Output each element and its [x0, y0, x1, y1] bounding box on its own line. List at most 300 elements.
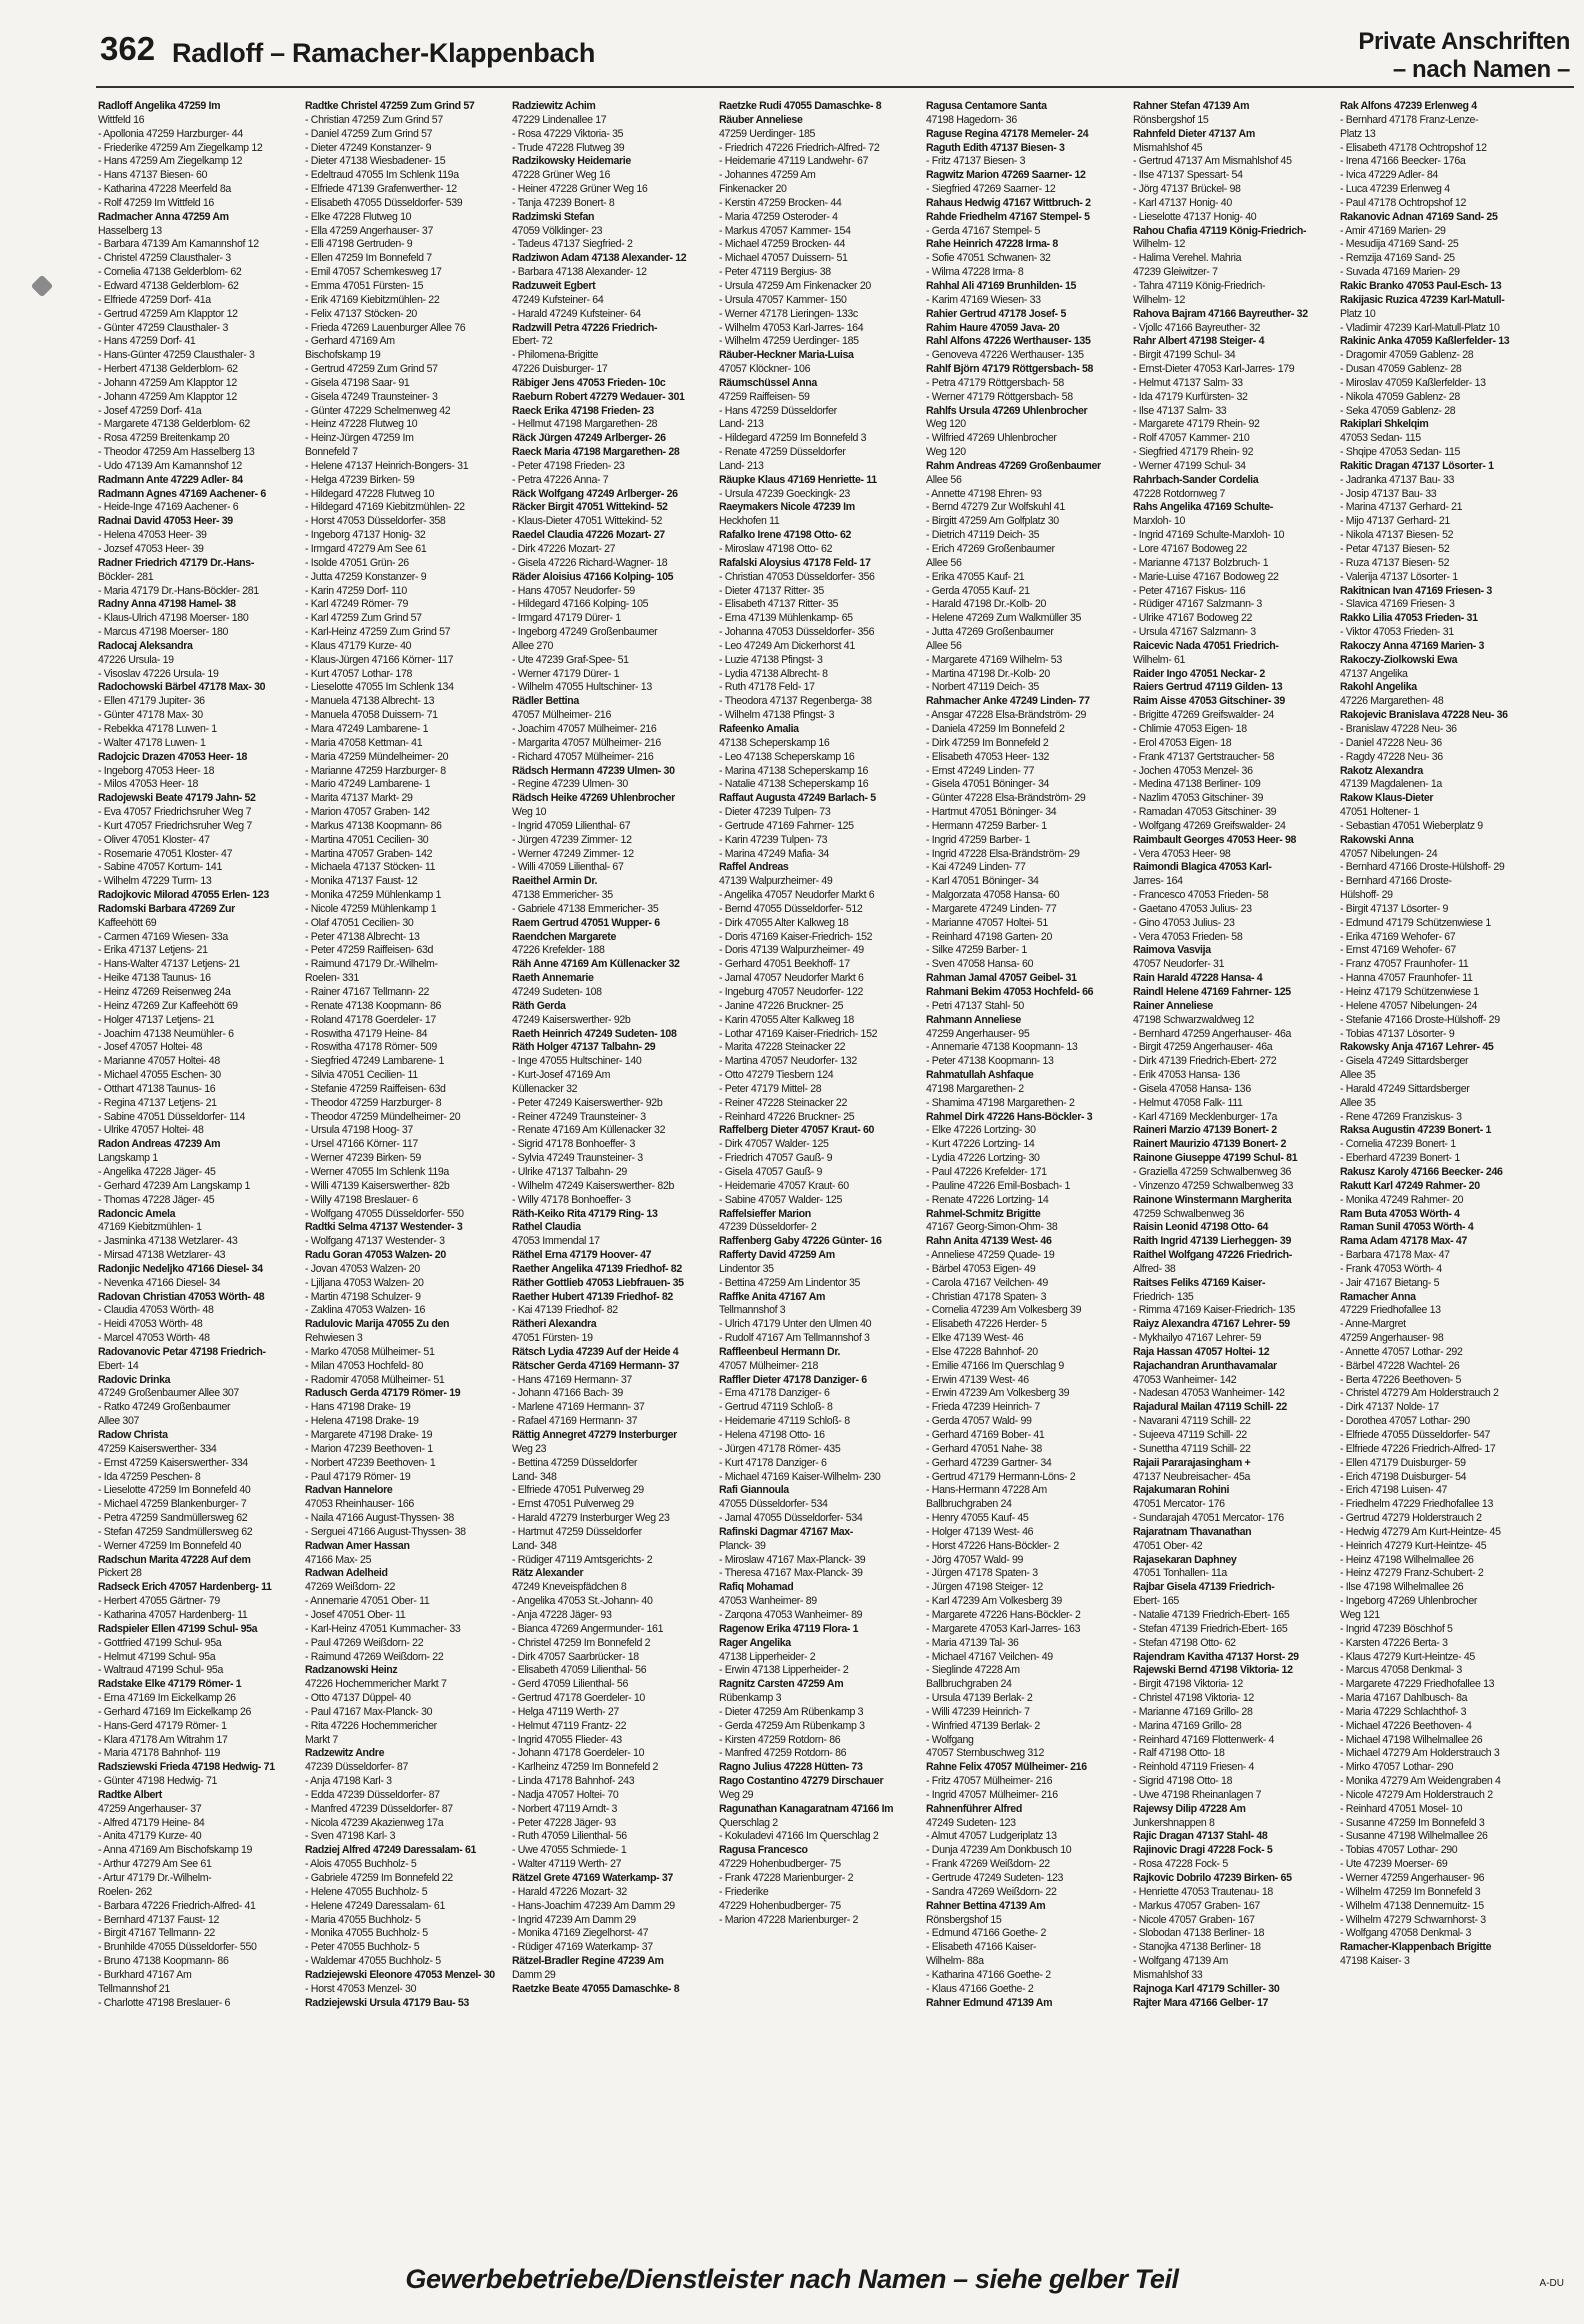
- directory-columns: [98, 100, 1554, 2164]
- directory-entry: Radusch Gerda 47179 Römer- 19: [305, 1387, 461, 1400]
- directory-entry: - Hellmut 47198 Margarethen- 28: [512, 418, 658, 431]
- directory-entry: Radochowski Bärbel 47178 Max- 30: [98, 681, 266, 694]
- directory-entry: - Ernst 47169 Wehofer- 67: [1340, 944, 1456, 957]
- directory-entry: - Horst 47053 Düsseldorfer- 358: [305, 515, 446, 528]
- directory-entry: Land- 348: [512, 1539, 557, 1552]
- directory-entry: Rainer Anneliese: [1133, 999, 1213, 1012]
- directory-entry: - Kirsten 47259 Rotdorn- 86: [719, 1733, 841, 1746]
- section-title-line1: Private Anschriften: [1358, 28, 1570, 55]
- directory-entry: Rahner Bettina 47139 Am: [926, 1899, 1046, 1912]
- directory-entry: - Erwin 47138 Lipperheider- 2: [719, 1664, 849, 1677]
- directory-entry: - Martina 47057 Graben- 142: [305, 847, 433, 860]
- directory-entry: - Harald 47279 Insterburger Weg 23: [512, 1512, 670, 1525]
- directory-entry: - Erna 47139 Mühlenkamp- 65: [719, 612, 853, 625]
- directory-entry: Rajasekaran Daphney: [1133, 1553, 1237, 1566]
- directory-entry: - Lydia 47138 Albrecht- 8: [719, 667, 828, 680]
- directory-entry: - Dieter 47137 Ritter- 35: [719, 584, 824, 597]
- directory-entry: - Karin 47259 Dorf- 110: [305, 584, 407, 597]
- directory-entry: - Jörg 47057 Wald- 99: [926, 1553, 1024, 1566]
- directory-entry: - Peter 47119 Bergius- 38: [719, 266, 831, 279]
- directory-entry: - Horst 47053 Menzel- 30: [305, 1982, 417, 1995]
- directory-entry: - Ulrike 47167 Bodoweg 22: [1133, 612, 1253, 625]
- section-title-line2: – nach Namen –: [1392, 56, 1570, 83]
- directory-entry: - Theodor 47259 Harzburger- 8: [305, 1096, 442, 1109]
- directory-entry: - Francesco 47053 Frieden- 58: [1133, 889, 1269, 902]
- directory-entry: - Elfriede 47259 Dorf- 41a: [98, 293, 211, 306]
- directory-entry: - Elli 47198 Gertruden- 9: [305, 238, 413, 251]
- directory-entry: - Günter 47229 Schelmenweg 42: [305, 404, 451, 417]
- directory-entry: - Anita 47179 Kurze- 40: [98, 1830, 202, 1843]
- directory-column-7: [1340, 100, 1544, 2164]
- directory-entry: Radvan Hannelore: [305, 1484, 393, 1497]
- directory-entry: Raffenberg Gaby 47226 Günter- 16: [719, 1235, 882, 1248]
- directory-entry: Rajkovic Dobrilo 47239 Birken- 65: [1133, 1872, 1292, 1884]
- directory-entry: - Mirsad 47138 Wetzlarer- 43: [98, 1249, 226, 1262]
- directory-entry: - Katharina 47166 Goethe- 2: [926, 1968, 1051, 1981]
- directory-entry: - Christel 47279 Am Holderstrauch 2: [1340, 1387, 1499, 1400]
- directory-entry: - Erol 47053 Eigen- 18: [1133, 736, 1232, 749]
- directory-entry: - Uwe 47198 Rheinanlagen 7: [1133, 1788, 1262, 1801]
- directory-entry: - Ute 47239 Moerser- 69: [1340, 1858, 1448, 1871]
- directory-entry: - Rosa 47228 Fock- 5: [1133, 1858, 1228, 1871]
- directory-entry: 47138 Emmericher- 35: [512, 889, 613, 902]
- directory-entry: - Petar 47137 Biesen- 52: [1340, 543, 1450, 555]
- directory-entry: - Reinhold 47119 Friesen- 4: [1133, 1761, 1255, 1774]
- directory-entry: Roelen- 331: [305, 972, 359, 985]
- directory-entry: Wilhelm- 12: [1133, 293, 1186, 306]
- directory-column-2: [305, 100, 509, 2164]
- directory-entry: - Ingeborg 47137 Honig- 32: [305, 529, 426, 542]
- directory-entry: - Susanne 47198 Wilhelmallee 26: [1340, 1830, 1488, 1843]
- directory-entry: 47166 Max- 25: [305, 1553, 372, 1566]
- directory-entry: - Sieglinde 47228 Am: [926, 1664, 1020, 1677]
- directory-entry: - Michael 47226 Beethoven- 4: [1340, 1719, 1472, 1732]
- directory-entry: - Ralf 47198 Otto- 18: [1133, 1747, 1225, 1760]
- directory-entry: Radmann Agnes 47169 Aachener- 6: [98, 487, 266, 500]
- directory-entry: - Peter 47259 Raiffeisen- 63d: [305, 944, 434, 957]
- directory-column-1: [98, 100, 302, 2164]
- directory-entry: - Ingeborg 47269 Uhlenbrocher: [1340, 1595, 1478, 1608]
- directory-entry: - Ursula 47239 Goeckingk- 23: [719, 487, 850, 500]
- directory-entry: - Werner 47179 Röttgersbach- 58: [926, 390, 1073, 403]
- directory-entry: - Ursula 47057 Kammer- 150: [719, 293, 847, 306]
- directory-entry: 47249 Sudeten- 108: [512, 986, 602, 998]
- directory-entry: - Gerda 47055 Kauf- 21: [926, 584, 1030, 597]
- directory-entry: Rehwiesen 3: [305, 1332, 363, 1345]
- directory-entry: Langskamp 1: [98, 1152, 158, 1165]
- directory-entry: Raffaut Augusta 47249 Barlach- 5: [719, 792, 876, 805]
- directory-entry: Rätzel Grete 47169 Waterkamp- 37: [512, 1872, 673, 1884]
- directory-entry: - Silke 47259 Barber- 1: [926, 944, 1027, 957]
- directory-entry: - Marianne 47057 Holtei- 51: [926, 916, 1048, 929]
- directory-entry: Ramacher Anna: [1340, 1290, 1416, 1303]
- directory-entry: - Daniel 47259 Zum Grind 57: [305, 127, 433, 140]
- directory-entry: - Martin 47198 Schulzer- 9: [305, 1290, 421, 1303]
- directory-entry: Raffelberg Dieter 47057 Kraut- 60: [719, 1124, 875, 1137]
- directory-entry: - Gertrude 47249 Sudeten- 123: [926, 1872, 1064, 1884]
- directory-entry: Raeburn Robert 47279 Wedauer- 301: [512, 390, 685, 403]
- directory-entry: - Willy 47198 Breslauer- 6: [305, 1193, 418, 1206]
- directory-entry: - Ute 47239 Graf-Spee- 51: [512, 653, 629, 666]
- directory-entry: - Heinrich 47279 Kurt-Heintze- 45: [1340, 1539, 1487, 1552]
- directory-entry: - Cornelia 47239 Bonert- 1: [1340, 1138, 1456, 1151]
- directory-entry: - Viktor 47053 Frieden- 31: [1340, 626, 1454, 639]
- directory-entry: 47051 Fürsten- 19: [512, 1332, 593, 1345]
- directory-entry: - Dirk 47057 Walder- 125: [719, 1138, 829, 1151]
- directory-entry: - Hildegard 47228 Flutweg 10: [305, 487, 435, 500]
- directory-entry: Rain Harald 47228 Hansa- 4: [1133, 972, 1263, 985]
- directory-column-3: [512, 100, 716, 2164]
- directory-entry: - Gerhard 47051 Nahe- 38: [926, 1442, 1042, 1455]
- directory-entry: - Wilhelm 47259 Uerdinger- 185: [719, 335, 859, 348]
- directory-entry: 47051 Ober- 42: [1133, 1539, 1203, 1552]
- directory-entry: - Birgit 47137 Lösorter- 9: [1340, 902, 1449, 915]
- directory-entry: - Tahra 47119 König-Friedrich-: [1133, 279, 1266, 292]
- directory-entry: - Erika 47137 Letjens- 21: [98, 944, 208, 957]
- directory-entry: - Visoslav 47226 Ursula- 19: [98, 667, 219, 680]
- directory-entry: 47198 Kaiser- 3: [1340, 1955, 1410, 1968]
- directory-entry: - Heinz 47179 Schützenwiese 1: [1340, 986, 1479, 998]
- directory-entry: 47198 Margarethen- 2: [926, 1082, 1024, 1095]
- directory-entry: Radnai David 47053 Heer- 39: [98, 515, 233, 528]
- directory-entry: - Wilhelm 47055 Hultschiner- 13: [512, 681, 652, 694]
- directory-entry: - Charlotte 47198 Breslauer- 6: [98, 1996, 231, 2009]
- directory-entry: - Johann 47166 Bach- 39: [512, 1387, 623, 1400]
- directory-entry: - Werner 47179 Dürer- 1: [512, 667, 620, 680]
- directory-entry: Rafinski Dagmar 47167 Max-: [719, 1525, 853, 1538]
- directory-entry: 47229 Lindenallee 17: [512, 113, 607, 126]
- directory-entry: Rahnfeld Dieter 47137 Am: [1133, 127, 1255, 140]
- directory-entry: Rahnenführer Alfred: [926, 1802, 1022, 1815]
- directory-entry: - Josip 47137 Bau- 33: [1340, 487, 1437, 500]
- directory-entry: Rak Alfons 47239 Erlenweg 4: [1340, 100, 1477, 112]
- directory-entry: Allee 35: [1340, 1096, 1376, 1109]
- directory-entry: - Milan 47053 Hochfeld- 80: [305, 1359, 424, 1372]
- directory-entry: Allee 56: [926, 639, 962, 652]
- directory-entry: - Norbert 47119 Deich- 35: [926, 681, 1039, 694]
- directory-entry: - Wolfgang 47058 Denkmal- 3: [1340, 1927, 1472, 1940]
- directory-entry: - Ida 47259 Peschen- 8: [98, 1470, 201, 1483]
- directory-entry: Raindl Helene 47169 Fahrner- 125: [1133, 986, 1291, 998]
- directory-entry: - Edward 47138 Gelderblom- 62: [98, 279, 239, 292]
- directory-entry: - Martina 47051 Cecilien- 30: [305, 833, 429, 846]
- directory-entry: Räuber-Heckner Maria-Luisa: [719, 349, 854, 362]
- directory-entry: Raem Gertrud 47051 Wupper- 6: [512, 916, 660, 929]
- directory-entry: Ragenow Erika 47119 Flora- 1: [719, 1622, 859, 1635]
- directory-entry: Rajadural Mailan 47119 Schill- 22: [1133, 1401, 1287, 1414]
- directory-entry: - Kokuladevi 47166 Im Querschlag 2: [719, 1830, 879, 1843]
- directory-entry: Wilhelm- 88a: [926, 1955, 984, 1968]
- directory-entry: Radzwill Petra 47226 Friedrich-: [512, 321, 658, 334]
- directory-entry: - Regina 47137 Letjens- 21: [98, 1096, 217, 1109]
- directory-entry: - Dragomir 47059 Gablenz- 28: [1340, 349, 1474, 362]
- directory-entry: - Stefan 47198 Otto- 62: [1133, 1636, 1236, 1649]
- directory-entry: - Reiner 47249 Traunsteiner- 3: [512, 1110, 646, 1123]
- directory-entry: - Seka 47059 Gablenz- 28: [1340, 404, 1456, 417]
- directory-entry: - Gerhard 47239 Gartner- 34: [926, 1456, 1052, 1469]
- directory-entry: - Jamal 47057 Neudorfer Markt 6: [719, 972, 864, 985]
- directory-entry: Böckler- 281: [98, 570, 154, 583]
- directory-entry: - Stefan 47259 Sandmüllersweg 62: [98, 1525, 253, 1538]
- directory-entry: - Remzija 47169 Sand- 25: [1340, 252, 1455, 265]
- directory-entry: - Jamal 47055 Düsseldorfer- 534: [719, 1512, 863, 1525]
- directory-entry: - Regine 47239 Ulmen- 30: [512, 778, 628, 791]
- directory-entry: - Elisabeth 47055 Düsseldorfer- 539: [305, 196, 463, 209]
- directory-entry: - Heiner 47228 Grüner Weg 16: [512, 183, 648, 196]
- directory-entry: - Elfriede 47051 Pulverweg 29: [512, 1484, 644, 1497]
- directory-entry: Raiers Gertrud 47119 Gilden- 13: [1133, 681, 1283, 694]
- directory-entry: Raisin Leonid 47198 Otto- 64: [1133, 1221, 1269, 1234]
- directory-entry: - Jörg 47137 Brückel- 98: [1133, 183, 1241, 196]
- directory-entry: Rahmani Bekim 47053 Hochfeld- 66: [926, 986, 1094, 998]
- directory-entry: Radzuweit Egbert: [512, 279, 596, 292]
- directory-entry: - Karl 47169 Mecklenburger- 17a: [1133, 1110, 1278, 1123]
- directory-entry: 47259 Kaiserswerther- 334: [98, 1442, 217, 1455]
- directory-entry: 47259 Uerdinger- 185: [719, 127, 816, 140]
- directory-entry: Finkenacker 20: [719, 183, 787, 196]
- directory-entry: Rakijasic Ruzica 47239 Karl-Matull-: [1340, 293, 1505, 306]
- directory-entry: - Ingeborg 47053 Heer- 18: [98, 764, 215, 777]
- directory-entry: - Ingrid 47259 Barber- 1: [926, 833, 1031, 846]
- directory-entry: Raith Ingrid 47139 Lierheggen- 39: [1133, 1235, 1291, 1248]
- directory-entry: Allee 56: [926, 556, 962, 569]
- directory-entry: - Dietrich 47119 Deich- 35: [926, 529, 1040, 542]
- directory-entry: - Udo 47139 Am Kamannshof 12: [98, 459, 242, 472]
- directory-entry: - Ellen 47179 Duisburger- 59: [1340, 1456, 1466, 1469]
- directory-entry: - Kurt 47226 Lortzing- 14: [926, 1138, 1035, 1151]
- directory-entry: Radulovic Marija 47055 Zu den: [305, 1318, 450, 1331]
- directory-entry: Weg 29: [719, 1788, 754, 1801]
- directory-entry: Radner Friedrich 47179 Dr.-Hans-: [98, 556, 255, 569]
- directory-entry: - Werner 47178 Lieringen- 133c: [719, 307, 858, 320]
- directory-entry: Radzikowsky Heidemarie: [512, 155, 631, 168]
- directory-entry: - Dieter 47259 Am Rübenkamp 3: [719, 1705, 864, 1718]
- directory-entry: 47137 Neubreisacher- 45a: [1133, 1470, 1251, 1483]
- directory-entry: 47057 Neudorfer- 31: [1133, 958, 1225, 971]
- directory-entry: - Daniel 47228 Neu- 36: [1340, 736, 1442, 749]
- directory-entry: - Jürgen 47239 Zimmer- 12: [512, 833, 632, 846]
- directory-entry: Ragwitz Marion 47269 Saarner- 12: [926, 169, 1086, 182]
- directory-entry: Ragno Julius 47228 Hütten- 73: [719, 1761, 863, 1774]
- directory-entry: - Naila 47166 August-Thyssen- 38: [305, 1512, 454, 1525]
- directory-entry: - Johann 47178 Goerdeler- 10: [512, 1747, 645, 1760]
- directory-entry: - Jutta 47269 Großenbaumer: [926, 626, 1054, 639]
- directory-entry: - Barbara 47178 Max- 47: [1340, 1249, 1450, 1262]
- directory-entry: - Nicole 47057 Graben- 167: [1133, 1913, 1255, 1926]
- directory-entry: - Rosa 47229 Viktoria- 35: [512, 127, 624, 140]
- directory-entry: Räumschüssel Anna: [719, 376, 817, 389]
- directory-entry: - Sunettha 47119 Schill- 22: [1133, 1442, 1251, 1455]
- directory-entry: 47169 Kiebitzmühlen- 1: [98, 1221, 202, 1234]
- directory-entry: - Hans-Hermann 47228 Am: [926, 1484, 1047, 1497]
- directory-entry: Ballbruchgraben 24: [926, 1678, 1012, 1691]
- directory-entry: - Gerda 47057 Wald- 99: [926, 1415, 1032, 1428]
- directory-entry: - Ruth 47059 Lilienthal- 56: [512, 1830, 627, 1843]
- directory-entry: - Gaetano 47053 Julius- 23: [1133, 902, 1252, 915]
- directory-entry: - Helmut 47058 Falk- 111: [1133, 1096, 1243, 1109]
- directory-entry: - Tobias 47057 Lothar- 290: [1340, 1844, 1458, 1857]
- directory-entry: - Sabine 47051 Düsseldorfer- 114: [98, 1110, 246, 1123]
- directory-entry: - Sandra 47269 Weißdorn- 22: [926, 1885, 1057, 1898]
- directory-entry: - Gisela 47057 Gauß- 9: [719, 1165, 823, 1178]
- directory-entry: - Gisela 47058 Hansa- 136: [1133, 1082, 1251, 1095]
- directory-entry: - Gerda 47167 Stempel- 5: [926, 224, 1041, 237]
- directory-entry: - Stefanie 47166 Droste-Hülshoff- 29: [1340, 1013, 1500, 1026]
- directory-entry: - Ernst 47249 Linden- 77: [926, 764, 1035, 777]
- directory-entry: Rajewsy Dilip 47228 Am: [1133, 1802, 1246, 1815]
- directory-entry: - Wolfgang 47137 Westender- 3: [305, 1235, 445, 1248]
- directory-entry: - Bernd 47055 Düsseldorfer- 512: [719, 902, 863, 915]
- directory-entry: Mismahlshof 33: [1133, 1968, 1203, 1981]
- directory-entry: - Reiner 47228 Steinacker 22: [719, 1096, 848, 1109]
- directory-entry: Radovanovic Petar 47198 Friedrich-: [98, 1345, 266, 1358]
- directory-entry: - Hermann 47259 Barber- 1: [926, 819, 1047, 832]
- directory-entry: - Heinz 47269 Zur Kaffeehött 69: [98, 999, 238, 1012]
- directory-entry: - Elisabeth 47137 Ritter- 35: [719, 598, 839, 611]
- directory-entry: - Josef 47057 Holtei- 48: [98, 1041, 203, 1054]
- directory-entry: - Dirk 47137 Nolde- 17: [1340, 1401, 1439, 1414]
- directory-entry: - Nicola 47239 Akazienweg 17a: [305, 1816, 444, 1829]
- directory-entry: - Heidemarie 47119 Schloß- 8: [719, 1415, 850, 1428]
- directory-entry: - Manfred 47239 Düsseldorfer- 87: [305, 1802, 453, 1815]
- directory-entry: - Jürgen 47198 Steiger- 12: [926, 1581, 1043, 1594]
- directory-entry: Rahhal Ali 47169 Brunhilden- 15: [926, 279, 1077, 292]
- directory-entry: - Heinz 47269 Reisenweg 24a: [98, 986, 231, 998]
- directory-entry: - Ellen 47259 Im Bonnefeld 7: [305, 252, 432, 265]
- directory-entry: - Gisela 47249 Traunsteiner- 3: [305, 390, 438, 403]
- directory-entry: - Pauline 47226 Emil-Bosbach- 1: [926, 1179, 1071, 1192]
- directory-entry: - Monika 47259 Mühlenkamp 1: [305, 889, 442, 902]
- directory-entry: - Gottfried 47199 Schul- 95a: [98, 1636, 222, 1649]
- directory-entry: Raedel Claudia 47226 Mozart- 27: [512, 529, 665, 542]
- directory-entry: - Wilhelm 47138 Pfingst- 3: [719, 709, 835, 722]
- directory-entry: Radonjic Nedeljko 47166 Diesel- 34: [98, 1262, 263, 1275]
- directory-entry: Radtke Albert: [98, 1788, 162, 1801]
- directory-entry: - Miroslaw 47167 Max-Planck- 39: [719, 1553, 866, 1566]
- directory-entry: Rakojevic Branislava 47228 Neu- 36: [1340, 709, 1508, 722]
- directory-entry: - Paul 47167 Max-Planck- 30: [305, 1705, 433, 1718]
- directory-entry: 47057 Mülheimer- 216: [512, 709, 611, 722]
- directory-entry: - Ulrich 47179 Unter den Ulmen 40: [719, 1318, 872, 1331]
- directory-entry: - Annemarie 47051 Ober- 11: [305, 1595, 430, 1608]
- directory-entry: - Günter 47178 Max- 30: [98, 709, 203, 722]
- directory-entry: - Bettina 47259 Am Lindentor 35: [719, 1276, 861, 1289]
- directory-entry: Rädsch Heike 47269 Uhlenbrocher: [512, 792, 675, 805]
- directory-entry: - Rosemarie 47051 Kloster- 47: [98, 847, 233, 860]
- directory-entry: - Reinhard 47198 Garten- 20: [926, 930, 1052, 943]
- directory-entry: 47138 Scheperskamp 16: [719, 736, 830, 749]
- directory-entry: - Irmgard 47279 Am See 61: [305, 543, 427, 555]
- directory-entry: Rafi Giannoula: [719, 1484, 789, 1497]
- directory-entry: 47226 Margarethen- 48: [1340, 695, 1444, 708]
- directory-entry: Rahman Jamal 47057 Geibel- 31: [926, 972, 1077, 985]
- directory-entry: - Margarete 47179 Rhein- 92: [1133, 418, 1260, 431]
- directory-entry: Ragnitz Carsten 47259 Am: [719, 1678, 844, 1691]
- directory-entry: - Hans 47169 Hermann- 37: [512, 1373, 632, 1386]
- directory-entry: - Maria 47259 Mündelheimer- 20: [305, 750, 449, 763]
- directory-entry: Raetzke Beate 47055 Damaschke- 8: [512, 1982, 680, 1995]
- directory-entry: - Petra 47179 Röttgersbach- 58: [926, 376, 1064, 389]
- directory-entry: Radomski Barbara 47269 Zur: [98, 902, 235, 915]
- directory-entry: - Jair 47167 Bietang- 5: [1340, 1276, 1440, 1289]
- directory-entry: - Slobodan 47138 Berliner- 18: [1133, 1927, 1265, 1940]
- directory-entry: - Birgit 47198 Viktoria- 12: [1133, 1678, 1243, 1691]
- directory-entry: - Hans 47259 Dorf- 41: [98, 335, 196, 348]
- directory-entry: - Sven 47198 Karl- 3: [305, 1830, 396, 1843]
- directory-entry: - Dunja 47239 Am Donkbusch 10: [926, 1844, 1072, 1857]
- directory-entry: - Gertrud 47119 Schloß- 8: [719, 1401, 833, 1414]
- directory-entry: Rahner Edmund 47139 Am: [926, 1996, 1053, 2009]
- directory-entry: Rätsch Lydia 47239 Auf der Heide 4: [512, 1345, 679, 1358]
- directory-entry: Rajewski Bernd 47198 Viktoria- 12: [1133, 1664, 1293, 1677]
- directory-entry: Rakic Branko 47053 Paul-Esch- 13: [1340, 279, 1502, 292]
- directory-entry: - Reinhard 47051 Mosel- 10: [1340, 1802, 1463, 1815]
- directory-entry: - Josef 47051 Ober- 11: [305, 1608, 406, 1621]
- directory-entry: Radschun Marita 47228 Auf dem: [98, 1553, 251, 1566]
- directory-entry: - Günter 47228 Elsa-Brändström- 29: [926, 792, 1086, 805]
- directory-entry: - Gabriele 47259 Im Bonnefeld 22: [305, 1872, 453, 1884]
- directory-entry: - Margarete 47198 Drake- 19: [305, 1429, 433, 1441]
- directory-entry: - Elfriede 47226 Friedrich-Alfred- 17: [1340, 1442, 1496, 1455]
- directory-entry: - Petra 47226 Anna- 7: [512, 473, 609, 486]
- directory-entry: - Helena 47198 Drake- 19: [305, 1415, 419, 1428]
- directory-entry: Radovan Christian 47053 Wörth- 48: [98, 1290, 265, 1303]
- directory-entry: Allee 270: [512, 639, 554, 652]
- directory-entry: - Ingeborg 47249 Großenbaumer: [512, 626, 658, 639]
- directory-entry: - Markus 47138 Koopmann- 86: [305, 819, 442, 832]
- directory-entry: - Elfriede 47139 Grafenwerther- 12: [305, 183, 457, 196]
- directory-entry: - Harald 47249 Kufsteiner- 64: [512, 307, 641, 320]
- directory-entry: - Marina 47169 Grillo- 28: [1133, 1719, 1242, 1732]
- directory-entry: Tellmannshof 21: [98, 1982, 170, 1995]
- directory-entry: - Rüdiger 47169 Waterkamp- 37: [512, 1941, 653, 1954]
- directory-entry: - Holger 47139 West- 46: [926, 1525, 1034, 1538]
- directory-entry: - Wolfgang 47055 Düsseldorfer- 550: [305, 1207, 464, 1220]
- directory-column-6: [1133, 100, 1337, 2164]
- directory-entry: - Nicole 47279 Am Holderstrauch 2: [1340, 1788, 1493, 1801]
- directory-entry: - Otto 47279 Tiesbern 124: [719, 1069, 834, 1082]
- directory-entry: - Jutta 47259 Konstanzer- 9: [305, 570, 427, 583]
- directory-entry: 47229 Hohenbudberger- 75: [719, 1899, 841, 1912]
- directory-entry: - Gerhard 47239 Am Langskamp 1: [98, 1179, 251, 1192]
- directory-entry: - Hartmut 47051 Böninger- 34: [926, 806, 1057, 819]
- directory-entry: Friedrich- 135: [1133, 1290, 1194, 1303]
- directory-entry: 47059 Völklinger- 23: [512, 224, 603, 237]
- directory-entry: - Friederike 47259 Am Ziegelkamp 12: [98, 141, 263, 154]
- left-margin: [0, 88, 92, 2288]
- directory-entry: - Karl-Heinz 47259 Zum Grind 57: [305, 626, 451, 639]
- directory-entry: Weg 23: [512, 1442, 547, 1455]
- directory-entry: - Rudolf 47167 Am Tellmannshof 3: [719, 1332, 870, 1345]
- directory-entry: Rahou Chafia 47119 König-Friedrich-: [1133, 224, 1307, 237]
- directory-entry: Rätzel-Bradler Regine 47239 Am: [512, 1955, 664, 1968]
- directory-entry: - Waldemar 47055 Buchholz- 5: [305, 1955, 441, 1968]
- directory-entry: - Maria 47139 Tal- 36: [926, 1636, 1019, 1649]
- directory-entry: - Vladimir 47239 Karl-Matull-Platz 10: [1340, 321, 1500, 334]
- directory-entry: Platz 10: [1340, 307, 1376, 320]
- directory-entry: - Brigitte 47269 Greifswalder- 24: [1133, 709, 1274, 722]
- directory-entry: - Rita 47226 Hochemmericher: [305, 1719, 437, 1732]
- directory-entry: - Kerstin 47259 Brocken- 44: [719, 196, 842, 209]
- footer-code: A-DU: [1539, 2278, 1564, 2289]
- directory-entry: - Nadesan 47053 Wanheimer- 142: [1133, 1387, 1285, 1400]
- directory-entry: Raimondi Blagica 47053 Karl-: [1133, 861, 1272, 874]
- directory-entry: - Navarani 47119 Schill- 22: [1133, 1415, 1251, 1428]
- directory-entry: Raether Angelika 47139 Friedhof- 82: [512, 1262, 682, 1275]
- directory-entry: - Carmen 47169 Wiesen- 33a: [98, 930, 228, 943]
- directory-entry: - Valerija 47137 Lösorter- 1: [1340, 570, 1458, 583]
- directory-entry: - Dirk 47139 Friedrich-Ebert- 272: [1133, 1055, 1277, 1068]
